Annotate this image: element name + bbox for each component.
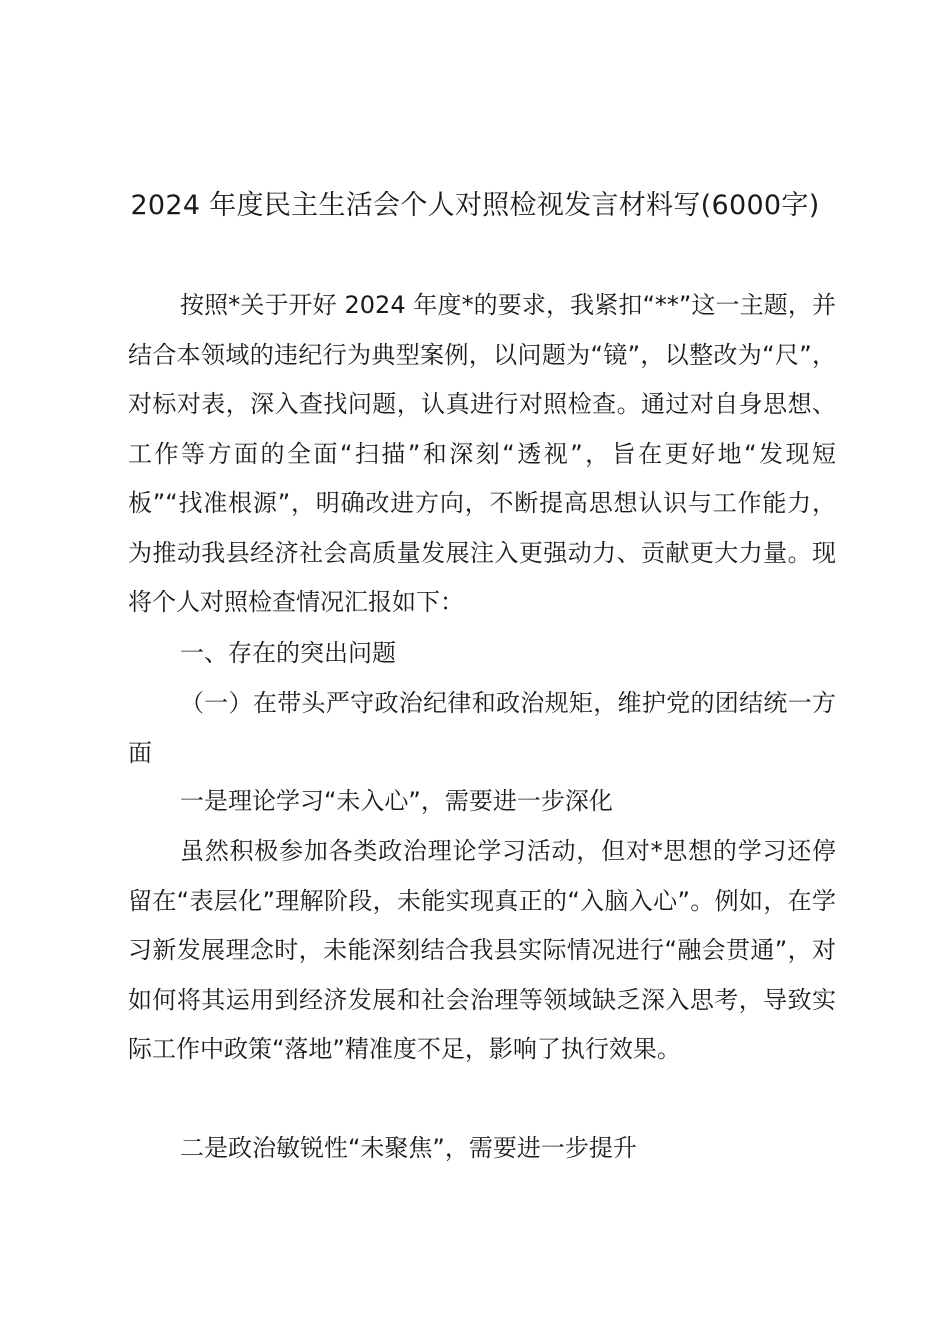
document-title: 2024 年度民主生活会个人对照检视发言材料写(6000字) [130, 190, 820, 221]
intro-paragraph: 按照*关于开好 2024 年度*的要求，我紧扣“**”这一主题，并结合本领域的违纪行为典型案例，以问题为“镜”，以整改为“尺”，对标对表，深入查找问题，认真进行对照检查。通过对自身思想、工作等方面的全面“扫描”和深刻“透视”，旨在更好地“发现短板”“找准根源”，明确改进方向，不断提高思想认识与工作能力，为推动我县经济社会高质量发展注入更强动力、贡献更大力量。现将个人对照检查情况汇报如下： [128, 291, 836, 616]
subsection-heading-discipline: （一）在带头严守政治纪律和政治规矩，维护党的团结统一方面 [128, 689, 836, 767]
point-heading-political-sensitivity: 二是政治敏锐性“未聚焦”，需要进一步提升 [180, 1134, 637, 1162]
point-heading-theory-study: 一是理论学习“未入心”，需要进一步深化 [180, 787, 613, 815]
section-heading-problems: 一、存在的突出问题 [180, 639, 396, 667]
point-body-theory-study: 虽然积极参加各类政治理论学习活动，但对*思想的学习还停留在“表层化”理解阶段，未能实现真正的“入脑入心”。例如，在学习新发展理念时，未能深刻结合我县实际情况进行“融会贯通”，对如何将其运用到经济发展和社会治理等领域缺乏深入思考，导致实际工作中政策“落地”精准度不足，影响了执行效果。 [128, 837, 836, 1063]
